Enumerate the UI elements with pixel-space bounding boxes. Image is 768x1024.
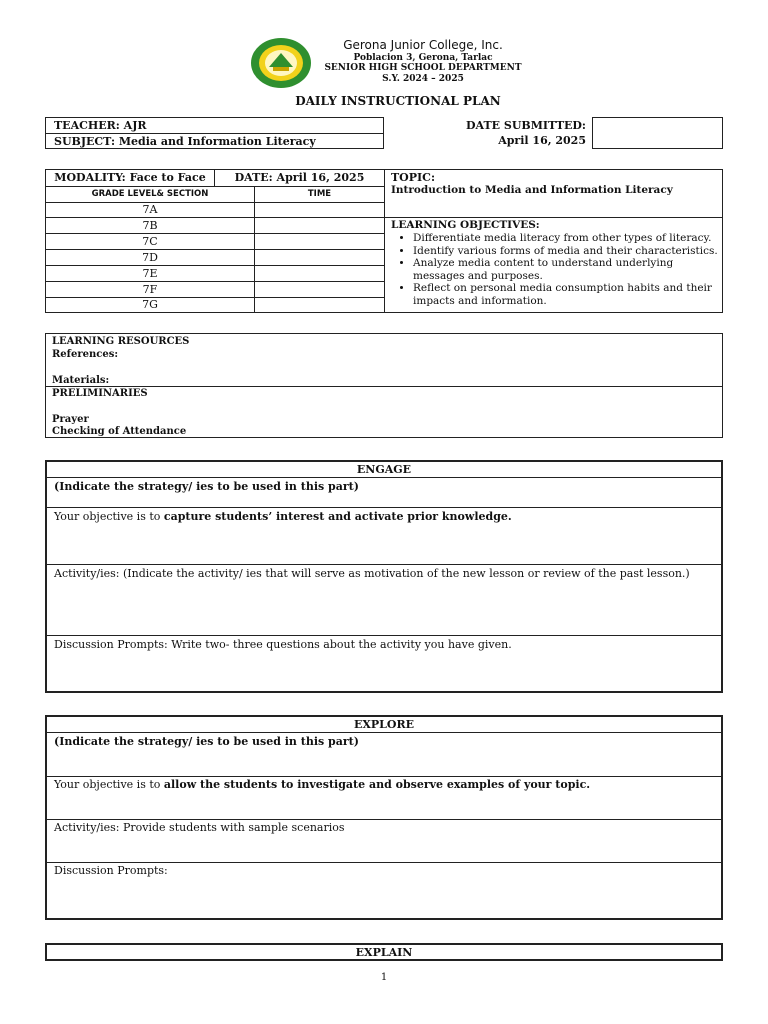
engage-title: ENGAGE: [356, 463, 412, 476]
prayer-label: Prayer: [52, 414, 89, 425]
subject-field: SUBJECT: Media and Information Literacy: [54, 135, 316, 148]
school-year: S.Y. 2024 – 2025: [382, 74, 464, 84]
date-field: DATE: April 16, 2025: [234, 171, 365, 184]
grade-section-header: GRADE LEVEL& SECTION: [91, 189, 209, 199]
department: SENIOR HIGH SCHOOL DEPARTMENT: [324, 63, 522, 73]
explore-prompts[interactable]: Discussion Prompts:: [54, 864, 168, 877]
teacher-subject-box: [45, 117, 384, 149]
modality-field: MODALITY: Face to Face: [54, 171, 206, 184]
topic-value: Introduction to Media and Information Literacy: [391, 184, 673, 196]
explore-objective-emphasis: allow the students to investigate and observe examples of your topic.: [163, 778, 591, 791]
engage-objective: [54, 510, 714, 523]
materials-label: Materials:: [52, 375, 110, 386]
section-7a: 7A: [142, 203, 158, 216]
engage-prompts[interactable]: Discussion Prompts: Write two- three questions about the activity you have given.: [54, 638, 512, 651]
date-submitted-value: April 16, 2025: [498, 134, 586, 147]
explain-title: EXPLAIN: [355, 946, 413, 959]
teacher-field: TEACHER: AJR: [54, 119, 147, 132]
objectives-list: [391, 232, 721, 308]
section-7g: 7G: [142, 298, 158, 311]
engage-activities[interactable]: Activity/ies: (Indicate the activity/ ies that will serve as motivation of the new lesson or review of the past lesson.): [54, 567, 690, 580]
attendance-label: Checking of Attendance: [52, 426, 187, 437]
preliminaries-label: PRELIMINARIES: [52, 388, 148, 399]
topic-label: TOPIC:: [391, 171, 435, 184]
school-name: Gerona Junior College, Inc.: [343, 38, 503, 52]
objective-item: • Reflect on personal media consumption habits and their impacts and information.: [413, 282, 721, 307]
objective-item: • Identify various forms of media and their characteristics.: [413, 245, 721, 258]
objectives-label: LEARNING OBJECTIVES:: [391, 219, 540, 231]
explain-section: [45, 943, 723, 961]
resources-box: [45, 333, 723, 438]
engage-strategy: (Indicate the strategy/ ies to be used in this part): [54, 480, 359, 493]
explore-objective: [54, 778, 714, 791]
date-submitted-box[interactable]: [592, 117, 723, 149]
engage-objective-prefix: Your objective is to: [54, 510, 164, 523]
time-header: TIME: [307, 189, 332, 199]
objective-item: • Differentiate media literacy from other types of literacy.: [413, 232, 721, 245]
references-label: References:: [52, 349, 119, 360]
schedule-topic-table: [45, 169, 723, 313]
explore-section: [45, 715, 723, 920]
explore-activities[interactable]: Activity/ies: Provide students with sample scenarios: [54, 821, 345, 834]
date-submitted-label: DATE SUBMITTED:: [466, 119, 586, 132]
engage-section: [45, 460, 723, 693]
resources-label: LEARNING RESOURCES: [52, 336, 190, 347]
explore-title: EXPLORE: [353, 718, 415, 731]
document-title: DAILY INSTRUCTIONAL PLAN: [295, 94, 501, 108]
objective-item: • Analyze media content to understand underlying messages and purposes.: [413, 257, 721, 282]
explore-objective-prefix: Your objective is to: [54, 778, 164, 791]
page-number: 1: [380, 972, 388, 983]
section-7d: 7D: [142, 251, 158, 264]
section-7b: 7B: [142, 219, 158, 232]
school-address: Poblacion 3, Gerona, Tarlac: [353, 53, 493, 63]
section-7c: 7C: [142, 235, 158, 248]
section-7f: 7F: [142, 283, 158, 296]
section-7e: 7E: [142, 267, 158, 280]
engage-objective-emphasis: capture students’ interest and activate prior knowledge.: [163, 510, 512, 523]
explore-strategy: (Indicate the strategy/ ies to be used in this part): [54, 735, 359, 748]
